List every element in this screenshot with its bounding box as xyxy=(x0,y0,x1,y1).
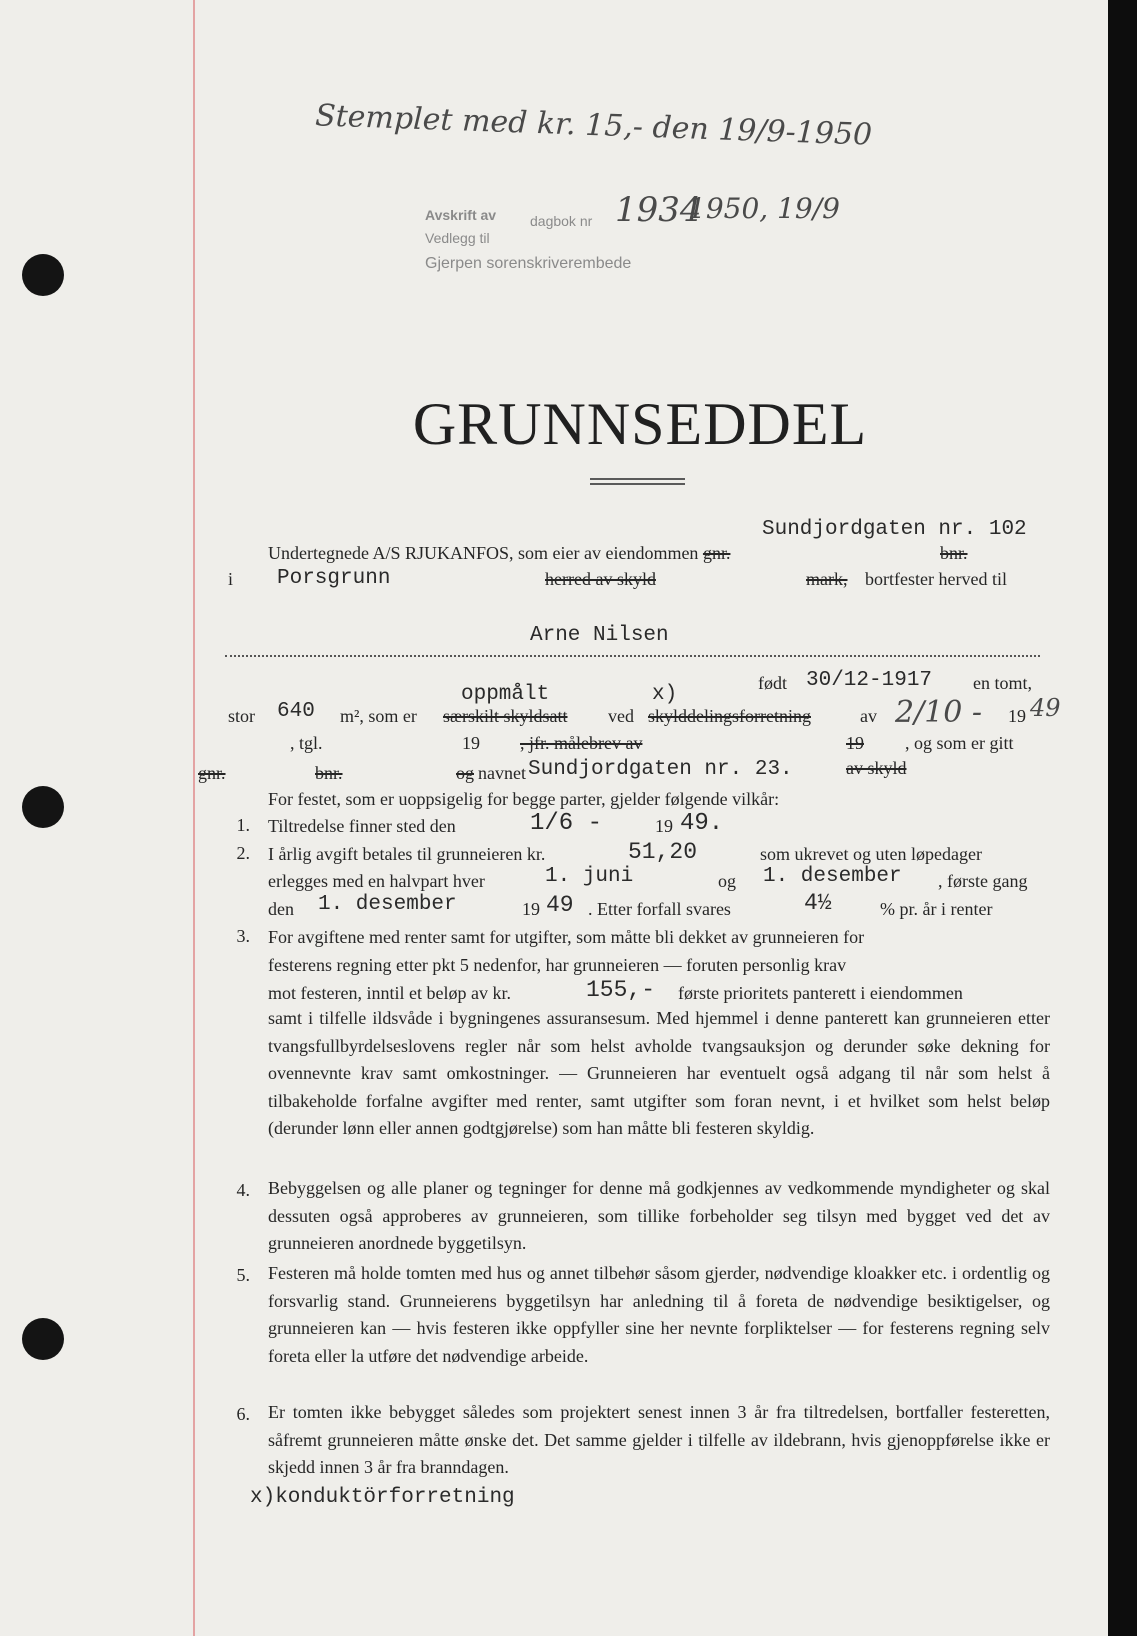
text-p2f: % pr. år i renter xyxy=(880,899,993,919)
field-birth-date: 30/12-1917 xyxy=(806,669,933,692)
text-p4: Bebyggelsen og alle planer og tegninger for denne må godkjennes av vedkommende myndigheter og skal dessuten også approberes av grunneieren, som tillike forbeholder seg tilsyn med bygget ved det av grunneieren anordnede byggetilsyn. xyxy=(268,1178,1050,1254)
struck-bnr: bnr. xyxy=(940,543,968,563)
field-start-year: 49. xyxy=(680,810,724,837)
struck-herred: herred av skyld xyxy=(545,569,656,589)
text-19a: 19 xyxy=(462,733,480,753)
text-p3b: festerens regning etter pkt 5 nedenfor, har grunneieren — foruten personlig krav xyxy=(268,955,847,975)
handwritten-registered-date: 2/10 - xyxy=(895,695,983,730)
field-first-year: 49 xyxy=(546,892,574,918)
text-fodt: født xyxy=(758,673,787,693)
item-number-4: 4. xyxy=(236,1180,250,1200)
punch-hole xyxy=(22,786,64,828)
text-p2d: , første gang xyxy=(938,871,1028,891)
field-measure-type: oppmålt xyxy=(461,683,550,706)
text-tgl: , tgl. xyxy=(290,733,323,753)
text-i: i xyxy=(228,569,234,589)
field-address-top: Sundjordgaten nr. 102 xyxy=(762,518,1027,541)
text-m2: m², som er xyxy=(340,706,417,726)
text-ved: ved xyxy=(608,706,634,726)
punch-hole xyxy=(22,1318,64,1360)
text-p2-den: den xyxy=(268,899,294,919)
field-fee: 51,20 xyxy=(628,839,698,865)
text-p2-19: 19 xyxy=(522,899,540,919)
text-19: 19 xyxy=(1008,706,1026,726)
stamp-line-1b: dagbok nr xyxy=(530,213,593,229)
handwritten-year-suffix: 49 xyxy=(1030,694,1061,722)
handwritten-stamp-note: Stemplet med kr. 15,- den 19/9-1950 xyxy=(314,98,873,153)
handwritten-number: 1934 xyxy=(615,190,702,230)
text-p2e: . Etter forfall svares xyxy=(588,899,731,919)
text-p3-rest: samt i tilfelle ildsvåde i bygningenes assuransesum. Med hjemmel i denne panterett kan grunneieren etter tvangsfullbyrdelseslovens regler når som helst avholde tvangsauksjon og derunder søke dekning for ovennevnte krav samt omkostninger. — Grunneieren har eventuelt også adgang til når som helst å tilbakeholde forfalne avgifter med renter, samt utgifter som foran nevnt, i et hvilket som helst beløp (derunder lønn eller annen godtgjørelse) som han måtte bli festeren skyldig. xyxy=(268,1008,1050,1139)
field-x-mark: x) xyxy=(652,683,678,706)
item-number-6: 6. xyxy=(236,1404,250,1424)
struck-gnr-2: gnr. xyxy=(198,763,226,783)
field-street-name: Sundjordgaten nr. 23. xyxy=(528,758,793,781)
text-p3c: mot festeren, inntil et beløp av kr. xyxy=(268,983,511,1003)
struck-mark: mark, xyxy=(806,569,848,589)
struck-og: og xyxy=(456,763,474,783)
stamp-line-3: Gjerpen sorenskriverembede xyxy=(425,255,632,272)
field-area: 640 xyxy=(277,700,315,723)
field-due2: 1. desember xyxy=(763,865,902,888)
item-number-3: 3. xyxy=(236,926,250,946)
text-og-gitt: , og som er gitt xyxy=(905,733,1014,753)
handwritten-year-date: 1950, 19/9 xyxy=(688,192,840,225)
field-due1: 1. juni xyxy=(545,865,634,888)
text-p5: Festeren må holde tomten med hus og annet tilbehør såsom gjerder, nødvendige kloakker etc. i ordentlig og forsvarlig stand. Grunneierens byggetilsyn har anledning til å foreta de nødvendige besiktigelser, og grunneieren kan — hvis festeren ikke oppfyller sine her nevnte forpliktelser — for festerens regning selv foreta eller la utføre det nødvendige arbeide. xyxy=(268,1263,1050,1366)
text-en-tomt: en tomt, xyxy=(973,673,1032,693)
text-intro: For festet, som er uoppsigelig for begge parter, gjelder følgende vilkår: xyxy=(268,789,780,809)
stamp-line-1a: Avskrift av xyxy=(425,207,497,223)
text-line-1 xyxy=(268,542,730,564)
text-p3a: For avgiftene med renter samt for utgifter, som måtte bli dekket av grunneieren for xyxy=(268,927,865,947)
dotted-line xyxy=(225,655,1040,657)
title-rule xyxy=(590,478,685,480)
stamp-line-2: Vedlegg til xyxy=(425,230,490,246)
item-number-1: 1. xyxy=(236,815,250,835)
item-number-2: 2. xyxy=(236,843,250,863)
margin-line xyxy=(193,0,195,1636)
text-p6: Er tomten ikke bebygget således som projektert senest innen 3 år fra tiltredelsen, bortfaller festeretten, såfremt grunneieren måtte ønske det. Det samme gjelder i tilfelle av ildebrann, hvis gjenoppførelse ikke er skjedd innen 3 år fra branndagen. xyxy=(268,1402,1050,1478)
field-footnote: x)konduktörforretning xyxy=(250,1486,515,1509)
struck-jfr: , jfr. målebrev av xyxy=(520,733,643,753)
field-first-due: 1. desember xyxy=(318,893,457,916)
text-p3d: første prioritets panterett i eiendommen xyxy=(678,983,963,1003)
text-av: av xyxy=(860,706,877,726)
field-interest: 4½ xyxy=(804,890,832,916)
text-bortfester: bortfester herved til xyxy=(865,569,1007,589)
text-p2c: erlegges med en halvpart hver xyxy=(268,871,485,891)
item-number-5: 5. xyxy=(236,1265,250,1285)
document-title: GRUNNSEDDEL xyxy=(412,391,868,457)
field-municipality: Porsgrunn xyxy=(277,567,391,590)
field-lien-amount: 155,- xyxy=(586,977,656,1003)
struck-19b: 19 xyxy=(846,733,864,753)
field-start-date: 1/6 - xyxy=(530,810,603,837)
text-navnet: navnet xyxy=(478,763,526,783)
text-p2-og: og xyxy=(718,871,736,891)
title-rule xyxy=(590,483,685,485)
struck-av-skyld: av skyld xyxy=(846,758,907,778)
text-stor: stor xyxy=(228,706,255,726)
punch-hole xyxy=(22,254,64,296)
text-undertegnede: Undertegnede A/S RJUKANFOS, som eier av eiendommen xyxy=(268,543,699,563)
text-p1: Tiltredelse finner sted den xyxy=(268,816,456,836)
struck-skylddeling: skylddelingsforretning xyxy=(648,706,811,726)
struck-saerskilt: særskilt skyldsatt xyxy=(443,706,568,726)
struck-gnr: gnr. xyxy=(702,543,731,563)
struck-bnr-2: bnr. xyxy=(315,763,343,783)
text-p1-19: 19 xyxy=(655,816,673,836)
field-lessee: Arne Nilsen xyxy=(530,624,669,647)
text-p2a: I årlig avgift betales til grunneieren kr. xyxy=(268,844,546,864)
text-p2b: som ukrevet og uten løpedager xyxy=(760,844,982,864)
